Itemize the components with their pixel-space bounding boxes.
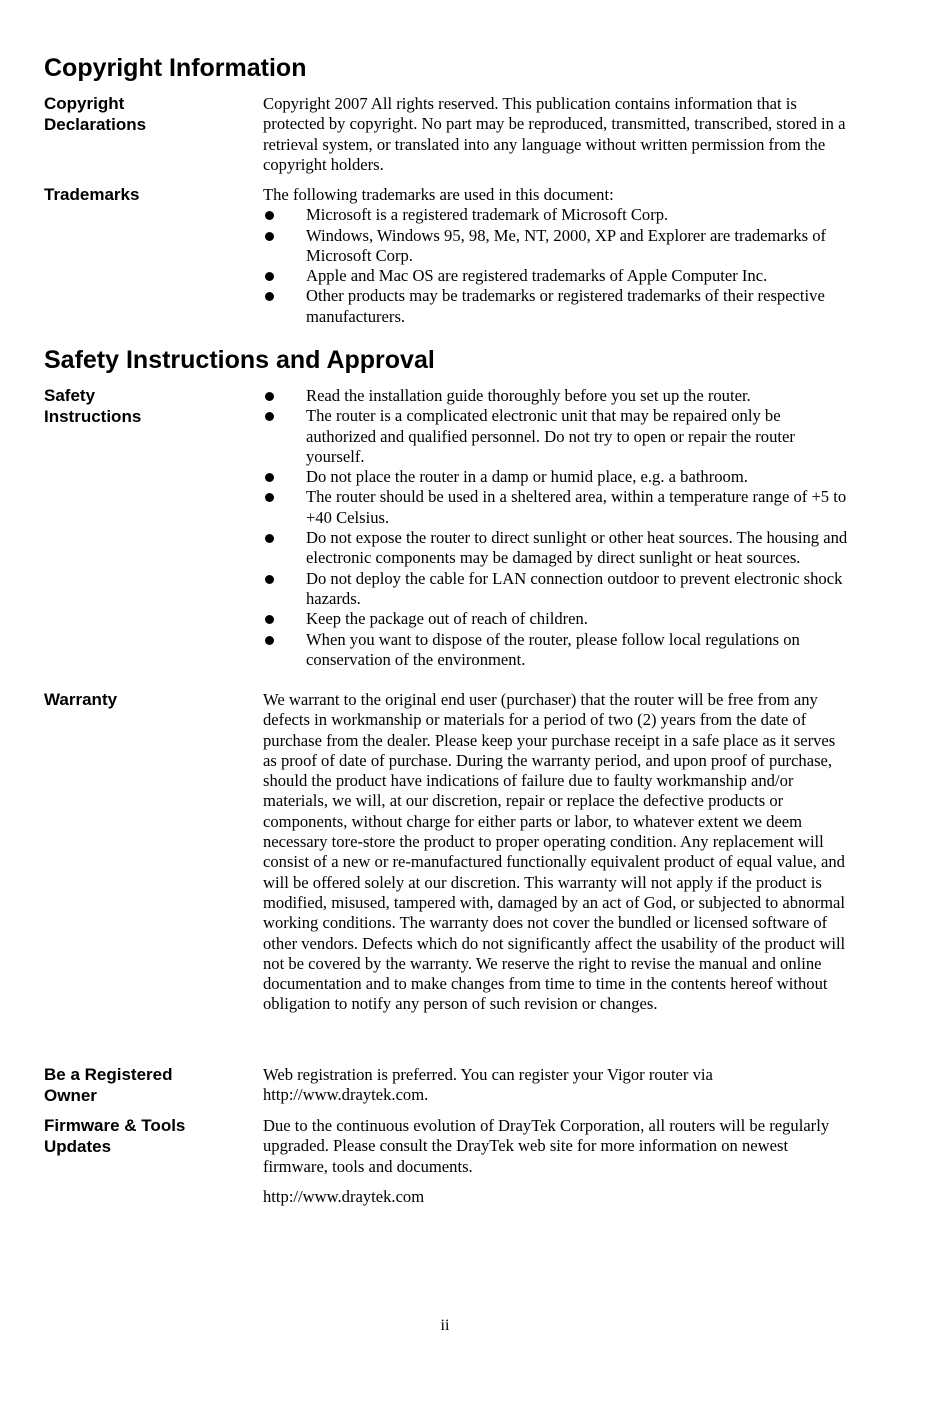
warranty-label: Warranty [44, 690, 118, 709]
warranty-section [263, 690, 848, 1015]
registered-owner-section [263, 1065, 768, 1106]
list-item [263, 386, 848, 406]
page-number: ii [440, 1317, 450, 1334]
list-item-text: Do not place the router in a damp or humid place, e.g. a bathroom. [306, 467, 748, 487]
trademarks-section [263, 185, 848, 327]
list-item-text: Apple and Mac OS are registered trademarks of Apple Computer Inc. [306, 266, 768, 286]
list-item [263, 467, 848, 487]
list-item-text: Other products may be trademarks or registered trademarks of their respective manufacturers. [306, 286, 825, 326]
bullet-icon [265, 292, 274, 301]
bullet-icon [265, 211, 274, 220]
trademarks-list [263, 205, 848, 327]
trademarks-label: Trademarks [44, 185, 140, 204]
list-item [263, 569, 848, 610]
list-item [263, 630, 848, 671]
list-item [263, 609, 848, 629]
list-item [263, 205, 848, 225]
safety-list [263, 386, 848, 670]
bullet-icon [265, 534, 274, 543]
list-item [263, 406, 848, 467]
bullet-icon [265, 615, 274, 624]
list-item [263, 266, 848, 286]
registered-owner-label: Be a Registered Owner [44, 1065, 173, 1105]
list-item-text: When you want to dispose of the router, please follow local regulations on conservation of the environment. [306, 629, 800, 669]
safety-instructions-section [263, 386, 848, 670]
trademarks-intro: The following trademarks are used in this document: [263, 185, 614, 204]
list-item [263, 528, 848, 569]
copyright-heading: Copyright Information [44, 54, 307, 82]
bullet-icon [265, 232, 274, 241]
list-item-text: Keep the package out of reach of children. [306, 609, 588, 629]
copyright-declarations-label: Copyright Declarations [44, 94, 147, 134]
list-item [263, 286, 848, 327]
firmware-updates-section [263, 1116, 853, 1207]
list-item-text: The router should be used in a sheltered area, within a temperature range of +5 to +40 Celsius. [306, 487, 847, 527]
list-item-text: The router is a complicated electronic unit that may be repaired only be authorized and qualified personnel. Do not try to open or repair the router yourself. [306, 406, 795, 466]
safety-instructions-label: Safety Instructions [44, 386, 142, 426]
bullet-icon [265, 493, 274, 502]
bullet-icon [265, 412, 274, 421]
warranty-paragraph: We warrant to the original end user (purchaser) that the router will be free from any defects in workmanship or materials for a period of two (2) years from the date of purchase from the dealer. Please keep your purchase receipt in a safe place as it serves as proof of date of purchase. During the warranty period, and upon proof of purchase, should the product have indications of failure due to faulty workmanship and/or materials, we will, at our discretion, repair or replace the defective products or components, without charge for either parts or labor, to whatever extent we deem necessary tore-store the product to proper operating condition. Any replacement will consist of a new or re-manufactured functionally equivalent product of equal value, and will be offered solely at our discretion. This warranty will not apply if the product is modified, misused, tampered with, damaged by an act of God, or subjected to abnormal working conditions. The warranty does not cover the bundled or licensed software of other vendors. Defects which do not significantly affect the usability of the product will not be covered by the warranty. We reserve the right to revise the manual and online documentation and to make changes from time to time in the contents hereof without obligation to notify any person of such revision or changes. [263, 690, 846, 1014]
bullet-icon [265, 575, 274, 584]
list-item-text: Do not deploy the cable for LAN connection outdoor to prevent electronic shock hazards. [306, 568, 843, 608]
bullet-icon [265, 473, 274, 482]
bullet-icon [265, 272, 274, 281]
list-item [263, 226, 848, 267]
registered-owner-paragraph: Web registration is preferred. You can register your Vigor router via http://www.draytek.com. [263, 1065, 713, 1105]
bullet-icon [265, 392, 274, 401]
draytek-url: http://www.draytek.com [263, 1186, 425, 1206]
list-item-text: Windows, Windows 95, 98, Me, NT, 2000, XP and Explorer are trademarks of Microsoft Corp. [306, 225, 827, 265]
bullet-icon [265, 636, 274, 645]
safety-heading: Safety Instructions and Approval [44, 346, 435, 374]
firmware-updates-label: Firmware & Tools Updates [44, 1116, 186, 1156]
list-item [263, 487, 848, 528]
list-item-text: Microsoft is a registered trademark of Microsoft Corp. [306, 205, 669, 225]
list-item-text: Read the installation guide thoroughly before you set up the router. [306, 386, 751, 405]
copyright-declarations-text [263, 94, 848, 175]
copyright-paragraph: Copyright 2007 All rights reserved. This publication contains information that is protected by copyright. No part may be reproduced, transmitted, transcribed, stored in a retrieval system, or translated into any language without written permission from the copyright holders. [263, 94, 846, 174]
firmware-paragraph: Due to the continuous evolution of DrayTek Corporation, all routers will be regularly upgraded. Please consult the DrayTek web site for more information on newest firmware, tools and documents. [263, 1116, 830, 1176]
list-item-text: Do not expose the router to direct sunlight or other heat sources. The housing and electronic components may be damaged by direct sunlight or heat sources. [306, 528, 848, 568]
